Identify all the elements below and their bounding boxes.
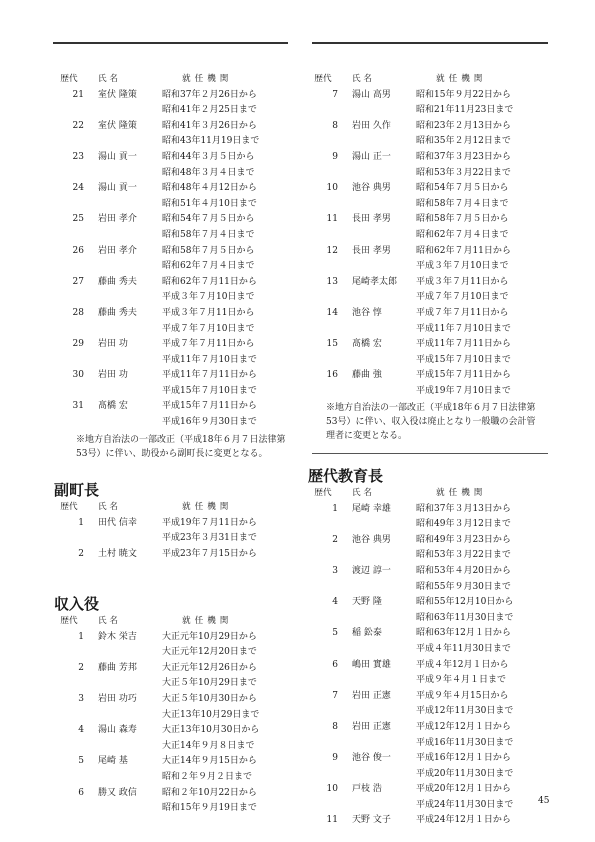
header-num: 歴代 <box>314 488 332 498</box>
row-term-from: 昭和41年３月26日から <box>162 120 257 131</box>
table-row-continuation <box>54 708 294 724</box>
top-rule-left <box>53 42 288 44</box>
table-row <box>308 150 553 166</box>
row-term-from: 大正５年10月30日から <box>162 693 257 704</box>
row-name: 岩田 功 <box>98 339 128 350</box>
row-name: 天野 隆 <box>352 597 382 608</box>
table-row-continuation <box>308 103 553 119</box>
row-num: 12 <box>326 245 338 256</box>
table-row <box>54 754 294 770</box>
table-row <box>308 337 553 353</box>
row-term-from: 昭和37年３月13日から <box>416 503 511 514</box>
row-num: 7 <box>332 89 338 100</box>
table-row-continuation <box>54 197 294 213</box>
row-term-to: 昭和49年３月12日まで <box>416 519 511 530</box>
row-term-from: 昭和62年７月11日から <box>416 245 511 256</box>
row-term-from: 平成24年12月１日から <box>416 815 511 826</box>
table-row <box>54 244 294 260</box>
row-num: 16 <box>326 370 338 381</box>
table-row-continuation <box>54 353 294 369</box>
row-term-to: 平成７年７月10日まで <box>162 323 255 334</box>
row-term-from: 平成11年７月11日から <box>416 339 511 350</box>
row-num: 27 <box>72 276 84 287</box>
row-name: 戸枝 浩 <box>352 784 382 795</box>
table-row-continuation <box>54 645 294 661</box>
section-title: 副町長 <box>54 481 100 499</box>
row-term-to: 平成20年11月30日まで <box>416 768 514 779</box>
table-body <box>54 516 294 563</box>
row-name: 天野 文子 <box>352 815 391 826</box>
row-term-from: 平成７年７月11日から <box>162 339 255 350</box>
section-title: 歴代教育長 <box>308 467 384 485</box>
row-term-from: 平成16年12月１日から <box>416 753 511 764</box>
row-term-to: 昭和62年７月４日まで <box>162 261 255 272</box>
header-term: 就任機関 <box>436 488 487 498</box>
row-name: 室伏 隆策 <box>98 120 137 131</box>
top-rule-right <box>312 42 548 44</box>
table-body <box>54 88 294 431</box>
row-num: 31 <box>72 401 84 412</box>
row-term-from: 昭和62年７月11日から <box>162 276 257 287</box>
table-row <box>308 720 553 736</box>
row-num: 15 <box>326 339 338 350</box>
row-term-from: 平成19年７月11日から <box>162 517 257 528</box>
table-row <box>54 181 294 197</box>
row-term-to: 平成４年11月30日まで <box>416 643 511 654</box>
row-term-to: 平成15年７月10日まで <box>162 385 257 396</box>
note-fukuchou: ※地方自治法の一部改正（平成18年６月７日法律第53号）に伴い、助役から副町長に変更となる。 <box>76 434 286 459</box>
row-term-to: 昭和48年３月４日まで <box>162 167 255 178</box>
right-top-table <box>308 72 553 443</box>
row-term-to: 平成23年３月31日まで <box>162 533 257 544</box>
row-term-to: 昭和43年11月19日まで <box>162 136 260 147</box>
row-num: 10 <box>326 784 338 795</box>
row-term-to: 昭和２年９月２日まで <box>162 771 253 782</box>
row-term-to: 昭和15年９月19日まで <box>162 803 257 814</box>
row-name: 稲 鈆泰 <box>352 628 382 639</box>
row-term-to: 昭和35年２月12日まで <box>416 136 511 147</box>
row-term-from: 昭和48年４月12日から <box>162 183 257 194</box>
note-shunyuyaku: ※地方自治法の一部改正（平成18年６月７日法律第53号）に伴い、収入役は廃止となり一般職の会計管理者に変更となる。 <box>326 403 536 442</box>
header-num: 歴代 <box>314 74 332 84</box>
row-name: 藤曲 秀夫 <box>98 276 137 287</box>
row-num: 23 <box>72 151 84 162</box>
row-term-from: 昭和15年９月22日から <box>416 89 511 100</box>
shunyuyaku-section <box>54 594 294 817</box>
row-name: 髙橋 宏 <box>98 401 128 412</box>
row-num: 29 <box>72 339 84 350</box>
row-num: 30 <box>72 370 84 381</box>
table-row-continuation <box>308 736 553 752</box>
section-divider <box>312 453 548 454</box>
row-num: 2 <box>332 534 338 545</box>
row-term-from: 平成20年12月１日から <box>416 784 511 795</box>
header-num: 歴代 <box>60 502 78 512</box>
table-header <box>54 614 294 630</box>
table-body <box>308 88 553 400</box>
header-name: 氏 名 <box>98 616 118 626</box>
table-row <box>54 337 294 353</box>
row-num: 4 <box>78 725 84 736</box>
row-name: 室伏 隆策 <box>98 89 137 100</box>
row-term-to: 平成12年11月30日まで <box>416 706 514 717</box>
table-row <box>308 181 553 197</box>
row-term-from: 昭和58年７月５日から <box>416 214 509 225</box>
row-name: 岩田 久作 <box>352 120 391 131</box>
row-term-to: 昭和63年11月30日まで <box>416 612 514 623</box>
table-row <box>308 306 553 322</box>
row-name: 岩田 正憲 <box>352 690 391 701</box>
row-term-from: 大正元年12月26日から <box>162 662 257 673</box>
header-term: 就任機関 <box>182 502 233 512</box>
row-term-to: 平成16年９月30日まで <box>162 417 257 428</box>
row-num: 4 <box>332 597 338 608</box>
table-header <box>54 500 294 516</box>
table-row-continuation <box>308 611 553 627</box>
table-row-continuation <box>308 580 553 596</box>
table-row <box>54 212 294 228</box>
row-num: 3 <box>332 565 338 576</box>
table-row-continuation <box>54 770 294 786</box>
row-name: 長田 孝男 <box>352 214 391 225</box>
row-term-to: 大正元年12月20日まで <box>162 647 257 658</box>
table-row <box>308 244 553 260</box>
row-num: 1 <box>78 631 84 642</box>
row-term-from: 平成７年７月11日から <box>416 307 509 318</box>
row-name: 岩田 孝介 <box>98 214 137 225</box>
row-term-to: 昭和58年７月４日まで <box>416 198 509 209</box>
table-row-continuation <box>308 166 553 182</box>
row-num: 11 <box>326 214 338 225</box>
row-term-from: 昭和49年３月23日から <box>416 534 511 545</box>
row-term-from: 昭和37年３月23日から <box>416 151 511 162</box>
table-row <box>54 547 294 563</box>
table-row <box>54 368 294 384</box>
table-row-continuation <box>54 676 294 692</box>
row-term-from: 昭和53年４月20日から <box>416 565 511 576</box>
row-num: 1 <box>78 517 84 528</box>
table-row-continuation <box>54 259 294 275</box>
table-row <box>54 88 294 104</box>
row-term-from: 大正元年10月29日から <box>162 631 257 642</box>
row-num: 7 <box>332 690 338 701</box>
row-term-from: 平成15年７月11日から <box>162 401 257 412</box>
header-name: 氏 名 <box>352 74 372 84</box>
table-row-continuation <box>308 673 553 689</box>
row-term-from: 昭和58年７月５日から <box>162 245 255 256</box>
row-term-from: 平成15年７月11日から <box>416 370 511 381</box>
row-num: 11 <box>326 815 338 826</box>
row-name: 勝又 政信 <box>98 787 137 798</box>
row-term-from: 平成12年12月１日から <box>416 721 511 732</box>
row-term-to: 昭和41年２月25日まで <box>162 105 257 116</box>
table-row <box>54 723 294 739</box>
table-row-continuation <box>308 322 553 338</box>
row-name: 尾崎 基 <box>98 756 128 767</box>
row-num: 22 <box>72 120 84 131</box>
table-row <box>54 399 294 415</box>
table-body <box>308 502 553 829</box>
table-row <box>308 368 553 384</box>
table-row-continuation <box>308 228 553 244</box>
left-top-table <box>54 72 294 461</box>
table-row <box>54 661 294 677</box>
table-row-continuation <box>308 197 553 213</box>
row-term-from: 昭和54年７月５日から <box>416 183 509 194</box>
row-num: 1 <box>332 503 338 514</box>
table-row <box>54 306 294 322</box>
row-name: 岩田 功 <box>98 370 128 381</box>
table-header <box>308 72 553 88</box>
row-num: 8 <box>332 721 338 732</box>
row-name: 藤曲 強 <box>352 370 382 381</box>
table-row-continuation <box>54 384 294 400</box>
row-name: 岩田 正憲 <box>352 721 391 732</box>
table-row <box>308 275 553 291</box>
header-num: 歴代 <box>60 74 78 84</box>
row-num: 25 <box>72 214 84 225</box>
table-row-continuation <box>308 642 553 658</box>
header-term: 就任機関 <box>436 74 487 84</box>
row-term-to: 平成19年７月10日まで <box>416 385 511 396</box>
table-row-continuation <box>308 384 553 400</box>
table-row <box>308 502 553 518</box>
table-row <box>308 119 553 135</box>
row-num: 5 <box>332 628 338 639</box>
table-header <box>54 72 294 88</box>
row-num: 9 <box>332 753 338 764</box>
row-name: 長田 孝男 <box>352 245 391 256</box>
row-term-to: 平成15年７月10日まで <box>416 354 511 365</box>
table-row-continuation <box>54 322 294 338</box>
row-num: 6 <box>332 659 338 670</box>
table-row-continuation <box>54 134 294 150</box>
row-term-from: 昭和２年10月22日から <box>162 787 257 798</box>
row-name: 湯山 高男 <box>352 89 391 100</box>
table-row <box>308 782 553 798</box>
row-num: 26 <box>72 245 84 256</box>
table-row <box>54 150 294 166</box>
row-term-from: 平成11年７月11日から <box>162 370 257 381</box>
row-name: 田代 信幸 <box>98 517 137 528</box>
row-term-from: 大正14年９月15日から <box>162 756 257 767</box>
row-term-to: 昭和53年３月22日まで <box>416 550 511 561</box>
header-name: 氏 名 <box>98 502 118 512</box>
table-row <box>308 751 553 767</box>
table-row <box>308 658 553 674</box>
row-num: 21 <box>72 89 84 100</box>
row-name: 池谷 俊一 <box>352 753 391 764</box>
row-name: 湯山 貢一 <box>98 183 137 194</box>
row-name: 湯山 貢一 <box>98 151 137 162</box>
table-row-continuation <box>308 798 553 814</box>
table-row <box>308 88 553 104</box>
kyouikuchou-section <box>308 466 553 829</box>
header-name: 氏 名 <box>98 74 118 84</box>
row-term-to: 大正５年10月29日まで <box>162 678 257 689</box>
table-row-continuation <box>54 531 294 547</box>
row-term-from: 平成９年４月15日から <box>416 690 509 701</box>
row-num: 28 <box>72 307 84 318</box>
row-term-from: 平成23年７月15日から <box>162 548 257 559</box>
row-name: 髙橋 宏 <box>352 339 382 350</box>
table-row-continuation <box>308 548 553 564</box>
row-name: 渡辺 諄一 <box>352 565 391 576</box>
row-name: 尾崎 幸雄 <box>352 503 391 514</box>
row-term-to: 昭和62年７月４日まで <box>416 229 509 240</box>
row-term-from: 大正13年10月30日から <box>162 725 260 736</box>
table-row <box>54 692 294 708</box>
row-term-to: 平成７年７月10日まで <box>416 292 509 303</box>
row-num: 8 <box>332 120 338 131</box>
row-term-from: 平成４年12月１日から <box>416 659 509 670</box>
row-term-from: 昭和37年２月26日から <box>162 89 257 100</box>
header-num: 歴代 <box>60 616 78 626</box>
row-term-from: 昭和44年３月５日から <box>162 151 255 162</box>
row-term-from: 平成３年７月11日から <box>416 276 509 287</box>
row-name: 池谷 典男 <box>352 183 391 194</box>
row-term-to: 平成16年11月30日まで <box>416 737 514 748</box>
table-row-continuation <box>54 103 294 119</box>
row-term-to: 平成９年４月１日まで <box>416 675 507 686</box>
table-row <box>54 275 294 291</box>
table-row-continuation <box>308 353 553 369</box>
row-term-to: 大正14年９月８日まで <box>162 740 255 751</box>
row-num: 2 <box>78 548 84 559</box>
table-row <box>308 626 553 642</box>
table-row-continuation <box>54 290 294 306</box>
row-num: 5 <box>78 756 84 767</box>
table-row <box>308 689 553 705</box>
table-row <box>308 533 553 549</box>
row-name: 藤曲 秀夫 <box>98 307 137 318</box>
table-row-continuation <box>308 259 553 275</box>
table-header <box>308 486 553 502</box>
table-row-continuation <box>308 290 553 306</box>
header-term: 就任機関 <box>182 74 233 84</box>
row-num: 24 <box>72 183 84 194</box>
row-term-from: 昭和55年12月10日から <box>416 597 514 608</box>
row-term-to: 昭和53年３月22日まで <box>416 167 511 178</box>
table-row <box>308 813 553 829</box>
table-row-continuation <box>308 767 553 783</box>
table-row <box>308 564 553 580</box>
row-term-to: 平成11年７月10日まで <box>416 323 511 334</box>
row-term-from: 平成３年７月11日から <box>162 307 255 318</box>
row-name: 嶋田 實雄 <box>352 659 391 670</box>
page-number: 45 <box>538 796 550 806</box>
row-name: 池谷 典男 <box>352 534 391 545</box>
row-name: 鈴木 栄吉 <box>98 631 137 642</box>
row-name: 藤曲 芳邦 <box>98 662 137 673</box>
row-name: 岩田 孝介 <box>98 245 137 256</box>
row-num: 13 <box>326 276 338 287</box>
row-term-to: 大正13年10月29日まで <box>162 709 260 720</box>
header-name: 氏 名 <box>352 488 372 498</box>
table-row <box>308 212 553 228</box>
row-term-from: 昭和63年12月１日から <box>416 628 511 639</box>
row-name: 湯山 正一 <box>352 151 391 162</box>
row-term-to: 平成11年７月10日まで <box>162 354 257 365</box>
table-row-continuation <box>54 801 294 817</box>
fukuchou-section <box>54 480 294 562</box>
table-row <box>54 119 294 135</box>
row-num: 2 <box>78 662 84 673</box>
header-term: 就任機関 <box>182 616 233 626</box>
row-name: 岩田 功巧 <box>98 693 137 704</box>
section-title: 収入役 <box>54 595 100 613</box>
row-num: 14 <box>326 307 338 318</box>
row-term-to: 昭和58年７月４日まで <box>162 229 255 240</box>
table-body <box>54 630 294 817</box>
row-num: 6 <box>78 787 84 798</box>
table-row-continuation <box>308 704 553 720</box>
row-term-to: 平成３年７月10日まで <box>162 292 255 303</box>
table-row <box>54 786 294 802</box>
row-name: 尾崎孝太郎 <box>352 276 398 287</box>
row-term-to: 平成24年11月30日まで <box>416 799 514 810</box>
row-name: 土村 暁文 <box>98 548 137 559</box>
row-name: 池谷 惇 <box>352 307 382 318</box>
row-name: 湯山 森寿 <box>98 725 137 736</box>
row-term-to: 昭和55年９月30日まで <box>416 581 511 592</box>
table-row-continuation <box>54 228 294 244</box>
row-term-to: 昭和51年４月10日まで <box>162 198 257 209</box>
row-num: 3 <box>78 693 84 704</box>
row-term-to: 平成３年７月10日まで <box>416 261 509 272</box>
table-row-continuation <box>54 166 294 182</box>
row-term-from: 昭和54年７月５日から <box>162 214 255 225</box>
table-row <box>308 595 553 611</box>
table-row-continuation <box>308 134 553 150</box>
table-row-continuation <box>308 517 553 533</box>
table-row-continuation <box>54 739 294 755</box>
row-term-from: 昭和23年２月13日から <box>416 120 511 131</box>
row-num: 10 <box>326 183 338 194</box>
table-row <box>54 630 294 646</box>
table-row <box>54 516 294 532</box>
row-num: 9 <box>332 151 338 162</box>
table-row-continuation <box>54 415 294 431</box>
row-term-to: 昭和21年11月23日まで <box>416 105 514 116</box>
